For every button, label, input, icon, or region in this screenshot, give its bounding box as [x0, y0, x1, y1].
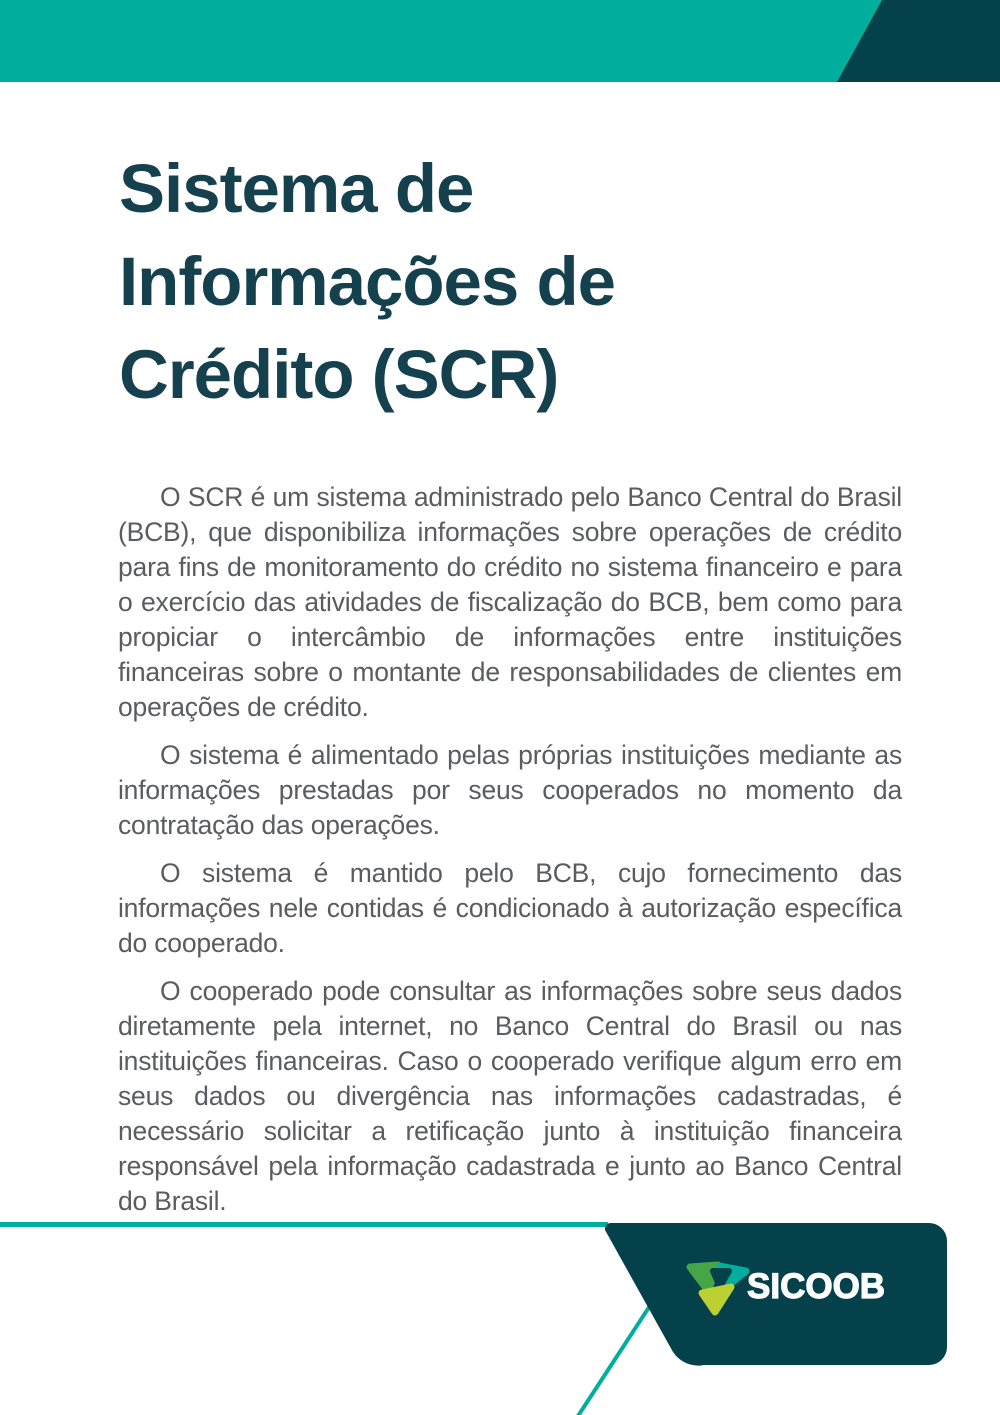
paragraph-3: O sistema é mantido pelo BCB, cujo fornecimento das informações nele contidas é condicionado à autorização específica do cooperado. [118, 858, 902, 958]
header-corner-shape [837, 0, 1000, 82]
paragraph-4: O cooperado pode consultar as informações sobre seus dados diretamente pela internet, no Banco Central do Brasil ou nas instituições financeiras. Caso o cooperado verifique algum erro em seus dados ou divergência nas informações cadastradas, é necessário solicitar a retificação junto à instituição financeira responsável pela informação cadastrada e junto ao Banco Central do Brasil. [118, 976, 902, 1216]
page-title [119, 142, 769, 421]
footer-accent-line [0, 1222, 608, 1227]
paragraph-2: O sistema é alimentado pelas próprias instituições mediante as informações prestadas por seus cooperados no momento da contratação das operações. [118, 740, 902, 840]
page-title-line-1: Sistema de [119, 150, 474, 227]
sicoob-wordmark: SICOOB [747, 1267, 886, 1306]
paragraph-1: O SCR é um sistema administrado pelo Banco Central do Brasil (BCB), que disponibiliza informações sobre operações de crédito para fins de monitoramento do crédito no sistema financeiro e para o exercício das atividades de fiscalização do BCB, bem como para propiciar o intercâmbio de informações entre instituições financeiras sobre o montante de responsabilidades de clientes em operações de crédito. [118, 482, 902, 722]
body-text [118, 480, 902, 1232]
page-title-line-2: Informações de [119, 243, 615, 320]
page-title-line-3: Crédito (SCR) [119, 336, 559, 413]
header-bar [0, 0, 1000, 82]
footer-diagonal-line [578, 1298, 655, 1415]
